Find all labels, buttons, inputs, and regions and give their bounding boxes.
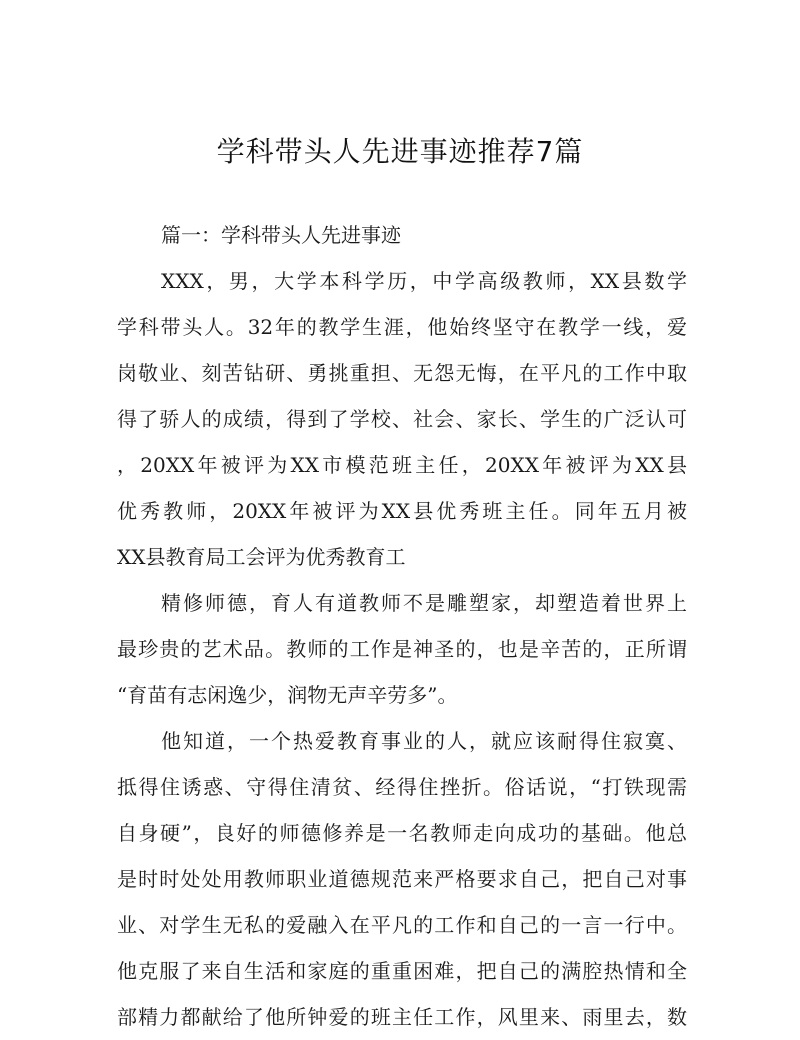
paragraph-line: 部精力都献给了他所钟爱的班主任工作，风里来、雨里去，数 [117,1005,687,1029]
paragraph-line: XX县教育局工会评为优秀教育工 [117,545,406,569]
paragraph-line: 是时时处处用教师职业道德规范来严格要求自己，把自己对事 [117,867,687,891]
paragraph-line: 他知道，一个热爱教育事业的人，就应该耐得住寂寞、 [161,729,687,753]
paragraph-line: 最珍贵的艺术品。教师的工作是神圣的，也是辛苦的，正所谓 [117,637,687,661]
paragraph-line: 学科带头人。32年的教学生涯，他始终坚守在教学一线，爱 [117,315,687,339]
paragraph-line: 自身硬”，良好的师德修养是一名教师走向成功的基础。他总 [117,821,687,845]
document-title: 学科带头人先进事迹推荐7篇 [216,135,584,168]
section-heading: 篇一：学科带头人先进事迹 [161,223,401,247]
paragraph-line: “育苗有志闲逸少，润物无声辛劳多”。 [117,683,458,707]
paragraph-line: 业、对学生无私的爱融入在平凡的工作和自己的一言一行中。 [117,913,687,937]
paragraph-line: 得了骄人的成绩，得到了学校、社会、家长、学生的广泛认可 [117,407,687,431]
paragraph-line: 他克服了来自生活和家庭的重重困难，把自己的满腔热情和全 [117,959,687,983]
paragraph-line: 抵得住诱惑、守得住清贫、经得住挫折。俗话说，“打铁现需 [117,775,687,799]
paragraph-line: 精修师德，育人有道教师不是雕塑家，却塑造着世界上 [161,591,687,615]
paragraph-line: 优秀教师，20XX年被评为XX县优秀班主任。同年五月被 [117,499,687,523]
paragraph-line: 岗敬业、刻苦钻研、勇挑重担、无怨无悔，在平凡的工作中取 [117,361,687,385]
paragraph-line: XXX，男，大学本科学历，中学高级教师，XX县数学 [161,269,687,293]
paragraph-line: ，20XX年被评为XX市模范班主任，20XX年被评为XX县 [117,453,687,477]
document-body [117,212,687,1040]
